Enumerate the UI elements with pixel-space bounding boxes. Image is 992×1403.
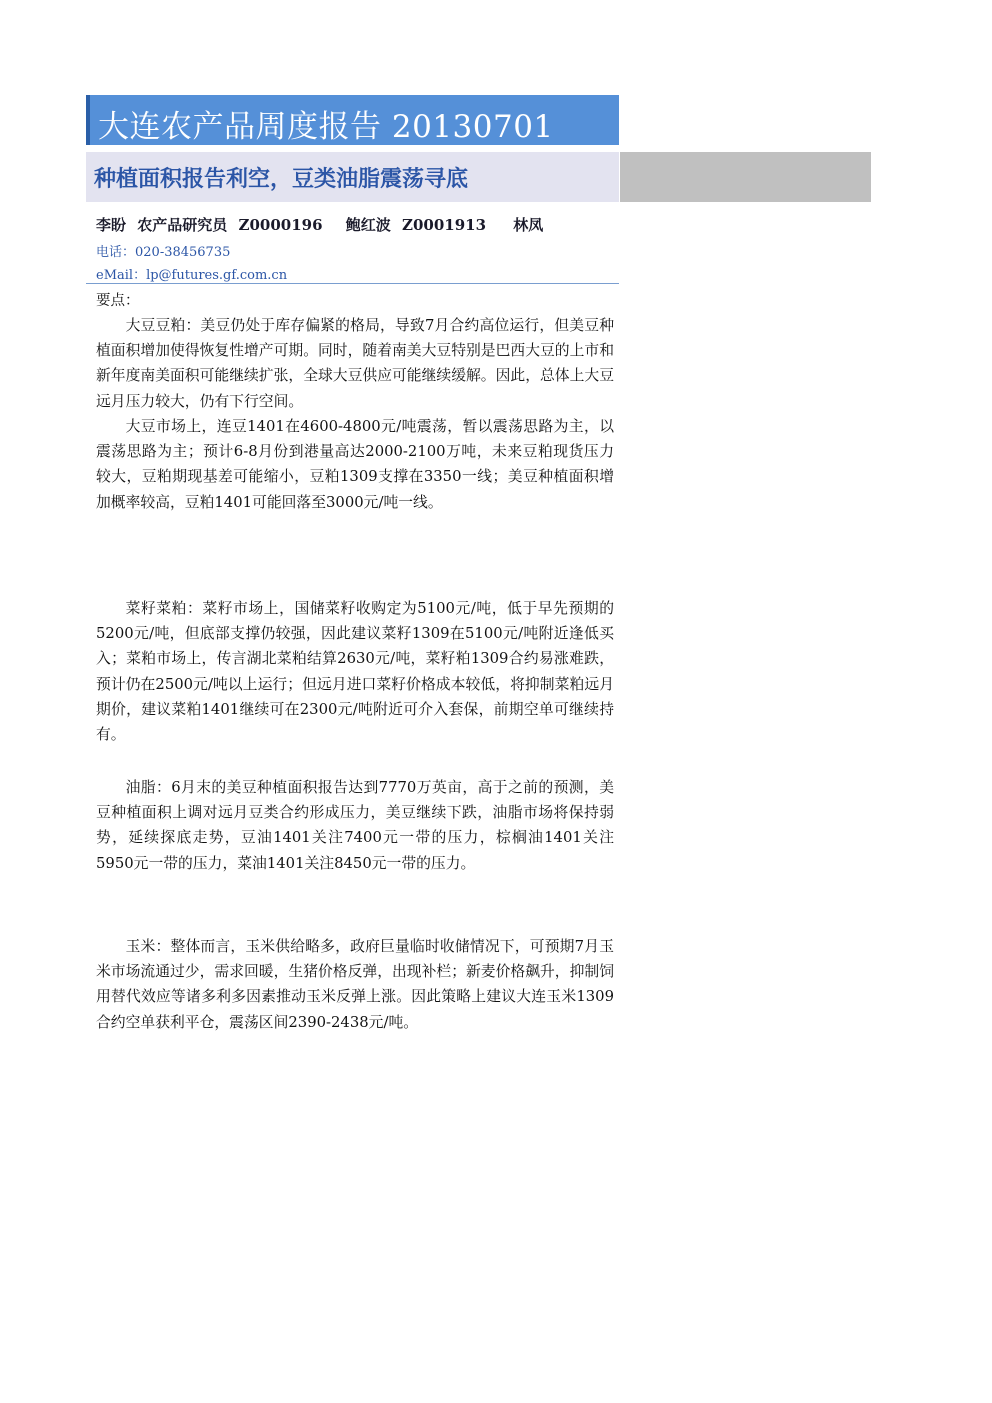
paragraph-soybean-meal: 大豆豆粕：美豆仍处于库存偏紧的格局，导致7月合约高位运行，但美豆种植面积增加使得恢复性增产可期。同时，随着南美大豆特别是巴西大豆的上市和新年度南美面积可能继续扩张，全球大豆供应可能继续缓解。因此，总体上大豆远月压力较大，仍有下行空间。 (96, 317, 614, 410)
author-name-2: 鲍红波 (345, 216, 391, 234)
key-points-heading: 要点： (96, 293, 140, 309)
author-name-3: 林凤 (513, 216, 544, 234)
author-role-1: 农产品研究员 (137, 216, 228, 234)
header-divider (86, 283, 619, 284)
author-id-2: Z0001913 (402, 216, 487, 234)
paragraph-corn: 玉米：整体而言，玉米供给略多，政府巨量临时收储情况下，可预期7月玉米市场流通过少，需求回暖，生猪价格反弹，出现补栏；新麦价格飙升，抑制饲用替代效应等诸多利多因素推动玉米反弹上涨。因此策略上建议大连玉米1309合约空单获利平仓，震荡区间2390-2438元/吨。 (96, 938, 614, 1031)
paragraph-oils: 油脂：6月末的美豆种植面积报告达到7770万英亩，高于之前的预测，美豆种植面积上调对远月豆类合约形成压力，美豆继续下跌，油脂市场将保持弱势，延续探底走势，豆油1401关注7400元一带的压力，棕榈油1401关注5950元一带的压力，菜油1401关注8450元一带的压力。 (96, 779, 614, 872)
author-name-1: 李盼 (96, 216, 127, 234)
report-subtitle: 种植面积报告利空，豆类油脂震荡寻底 (94, 166, 469, 192)
paragraph-soybean-market: 大豆市场上，连豆1401在4600-4800元/吨震荡，暂以震荡思路为主，以震荡思路为主；预计6-8月份到港量高达2000-2100万吨，未来豆粕现货压力较大，豆粕期现基差可能缩小，豆粕1309支撑在3350一线；美豆种植面积增加概率较高，豆粕1401可能回落至3000元/吨一线。 (96, 418, 614, 511)
report-subtitle-banner (86, 152, 619, 202)
author-id-1: Z0000196 (238, 216, 323, 234)
paragraph-rapeseed: 菜籽菜粕：菜籽市场上，国储菜籽收购定为5100元/吨，低于早先预期的5200元/吨，但底部支撑仍较强，因此建议菜籽1309在5100元/吨附近逢低买入；菜粕市场上，传言湖北菜粕结算2630元/吨，菜籽粕1309合约易涨难跌，预计仍在2500元/吨以上运行；但远月进口菜籽价格成本较低，将抑制菜粕远月期价，建议菜粕1401继续可在2300元/吨附近可介入套保，前期空单可继续持有。 (96, 600, 614, 744)
decorative-grey-block (620, 152, 871, 202)
report-title: 大连农产品周度报告 20130701 (98, 109, 554, 145)
report-title-banner (86, 95, 619, 145)
contact-phone: 电话：020-38456735 (96, 245, 231, 260)
author-line (96, 214, 549, 235)
contact-email[interactable]: eMail：lp@futures.gf.com.cn (96, 268, 288, 283)
